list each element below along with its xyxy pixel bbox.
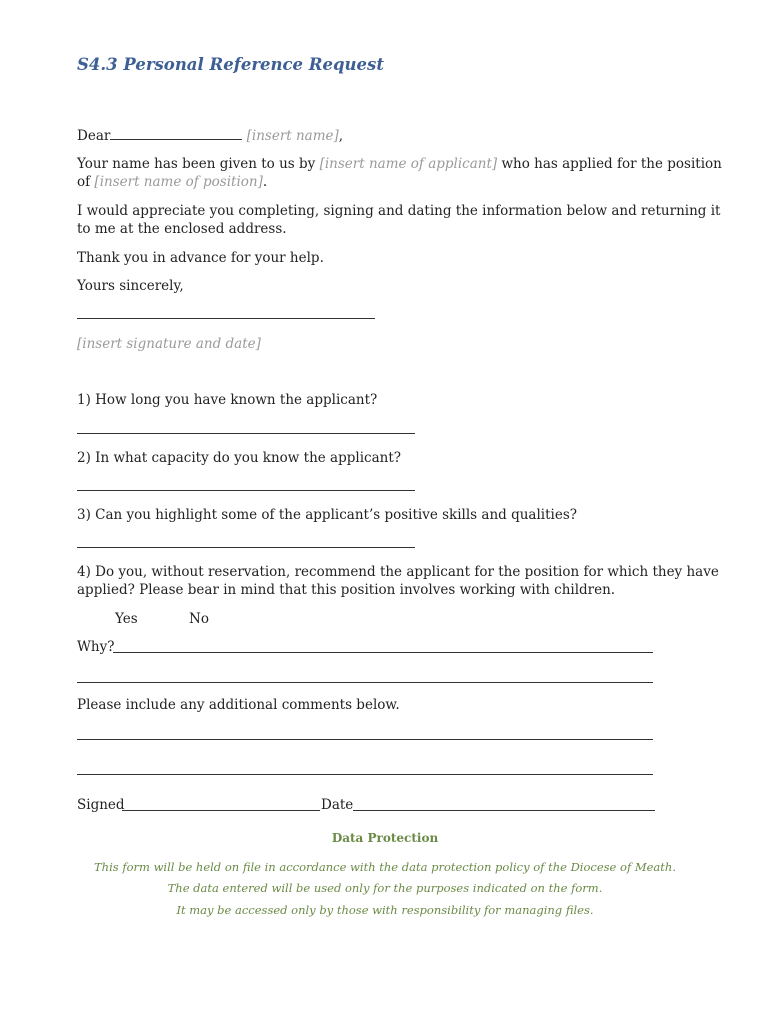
signature-rule bbox=[77, 318, 375, 319]
no-option[interactable]: No bbox=[189, 611, 209, 627]
comments-line-2[interactable] bbox=[77, 774, 653, 775]
question-4-line-2: applied? Please bear in mind that this position involves working with children. bbox=[77, 582, 616, 598]
request-line-1: I would appreciate you completing, signing and dating the information below and returning it bbox=[77, 203, 721, 219]
comments-line-1[interactable] bbox=[77, 739, 653, 740]
question-2: 2) In what capacity do you know the applicant? bbox=[77, 450, 401, 466]
question-4-line-1: 4) Do you, without reservation, recommend the applicant for the position for which they have bbox=[77, 564, 719, 580]
data-protection-heading: Data Protection bbox=[331, 831, 439, 845]
answer-1-line[interactable] bbox=[77, 433, 415, 434]
data-protection-line-3: It may be accessed only by those with responsibility for managing files. bbox=[176, 903, 594, 917]
why-label: Why? bbox=[77, 639, 115, 655]
salutation-line bbox=[77, 127, 343, 145]
question-3: 3) Can you highlight some of the applicant’s positive skills and qualities? bbox=[77, 507, 577, 523]
placeholder-name: [insert name] bbox=[246, 128, 339, 144]
name-blank bbox=[110, 138, 242, 140]
closing-line: Yours sincerely, bbox=[77, 278, 184, 294]
placeholder-signature: [insert signature and date] bbox=[77, 336, 261, 352]
answer-2-line[interactable] bbox=[77, 490, 415, 491]
intro-line-2 bbox=[77, 173, 267, 191]
period: . bbox=[262, 174, 268, 190]
answer-3-line[interactable] bbox=[77, 547, 415, 548]
why-line-2[interactable] bbox=[77, 682, 653, 683]
comma: , bbox=[338, 128, 344, 144]
placeholder-position: [insert name of position] bbox=[94, 174, 263, 190]
intro-text-of: of bbox=[77, 174, 91, 190]
question-1: 1) How long you have known the applicant? bbox=[77, 392, 378, 408]
thanks-line: Thank you in advance for your help. bbox=[77, 250, 324, 266]
intro-text-b: who has applied for the position bbox=[501, 156, 722, 172]
comments-label: Please include any additional comments below. bbox=[77, 697, 400, 713]
date-label: Date bbox=[321, 797, 354, 813]
why-line-1[interactable] bbox=[113, 652, 653, 653]
intro-text-a: Your name has been given to us by bbox=[77, 156, 316, 172]
intro-line-1 bbox=[77, 155, 722, 173]
signed-label: Signed bbox=[77, 797, 125, 813]
signed-line[interactable] bbox=[122, 810, 320, 811]
date-line[interactable] bbox=[353, 810, 655, 811]
page-title: S4.3 Personal Reference Request bbox=[77, 55, 384, 74]
placeholder-applicant: [insert name of applicant] bbox=[319, 156, 498, 172]
request-line-2: to me at the enclosed address. bbox=[77, 221, 287, 237]
data-protection-line-2: The data entered will be used only for the purposes indicated on the form. bbox=[167, 881, 603, 895]
data-protection-line-1: This form will be held on file in accordance with the data protection policy of the Diocese of Meath. bbox=[94, 860, 676, 874]
dear-label: Dear bbox=[77, 128, 111, 144]
yes-option[interactable]: Yes bbox=[115, 611, 138, 627]
